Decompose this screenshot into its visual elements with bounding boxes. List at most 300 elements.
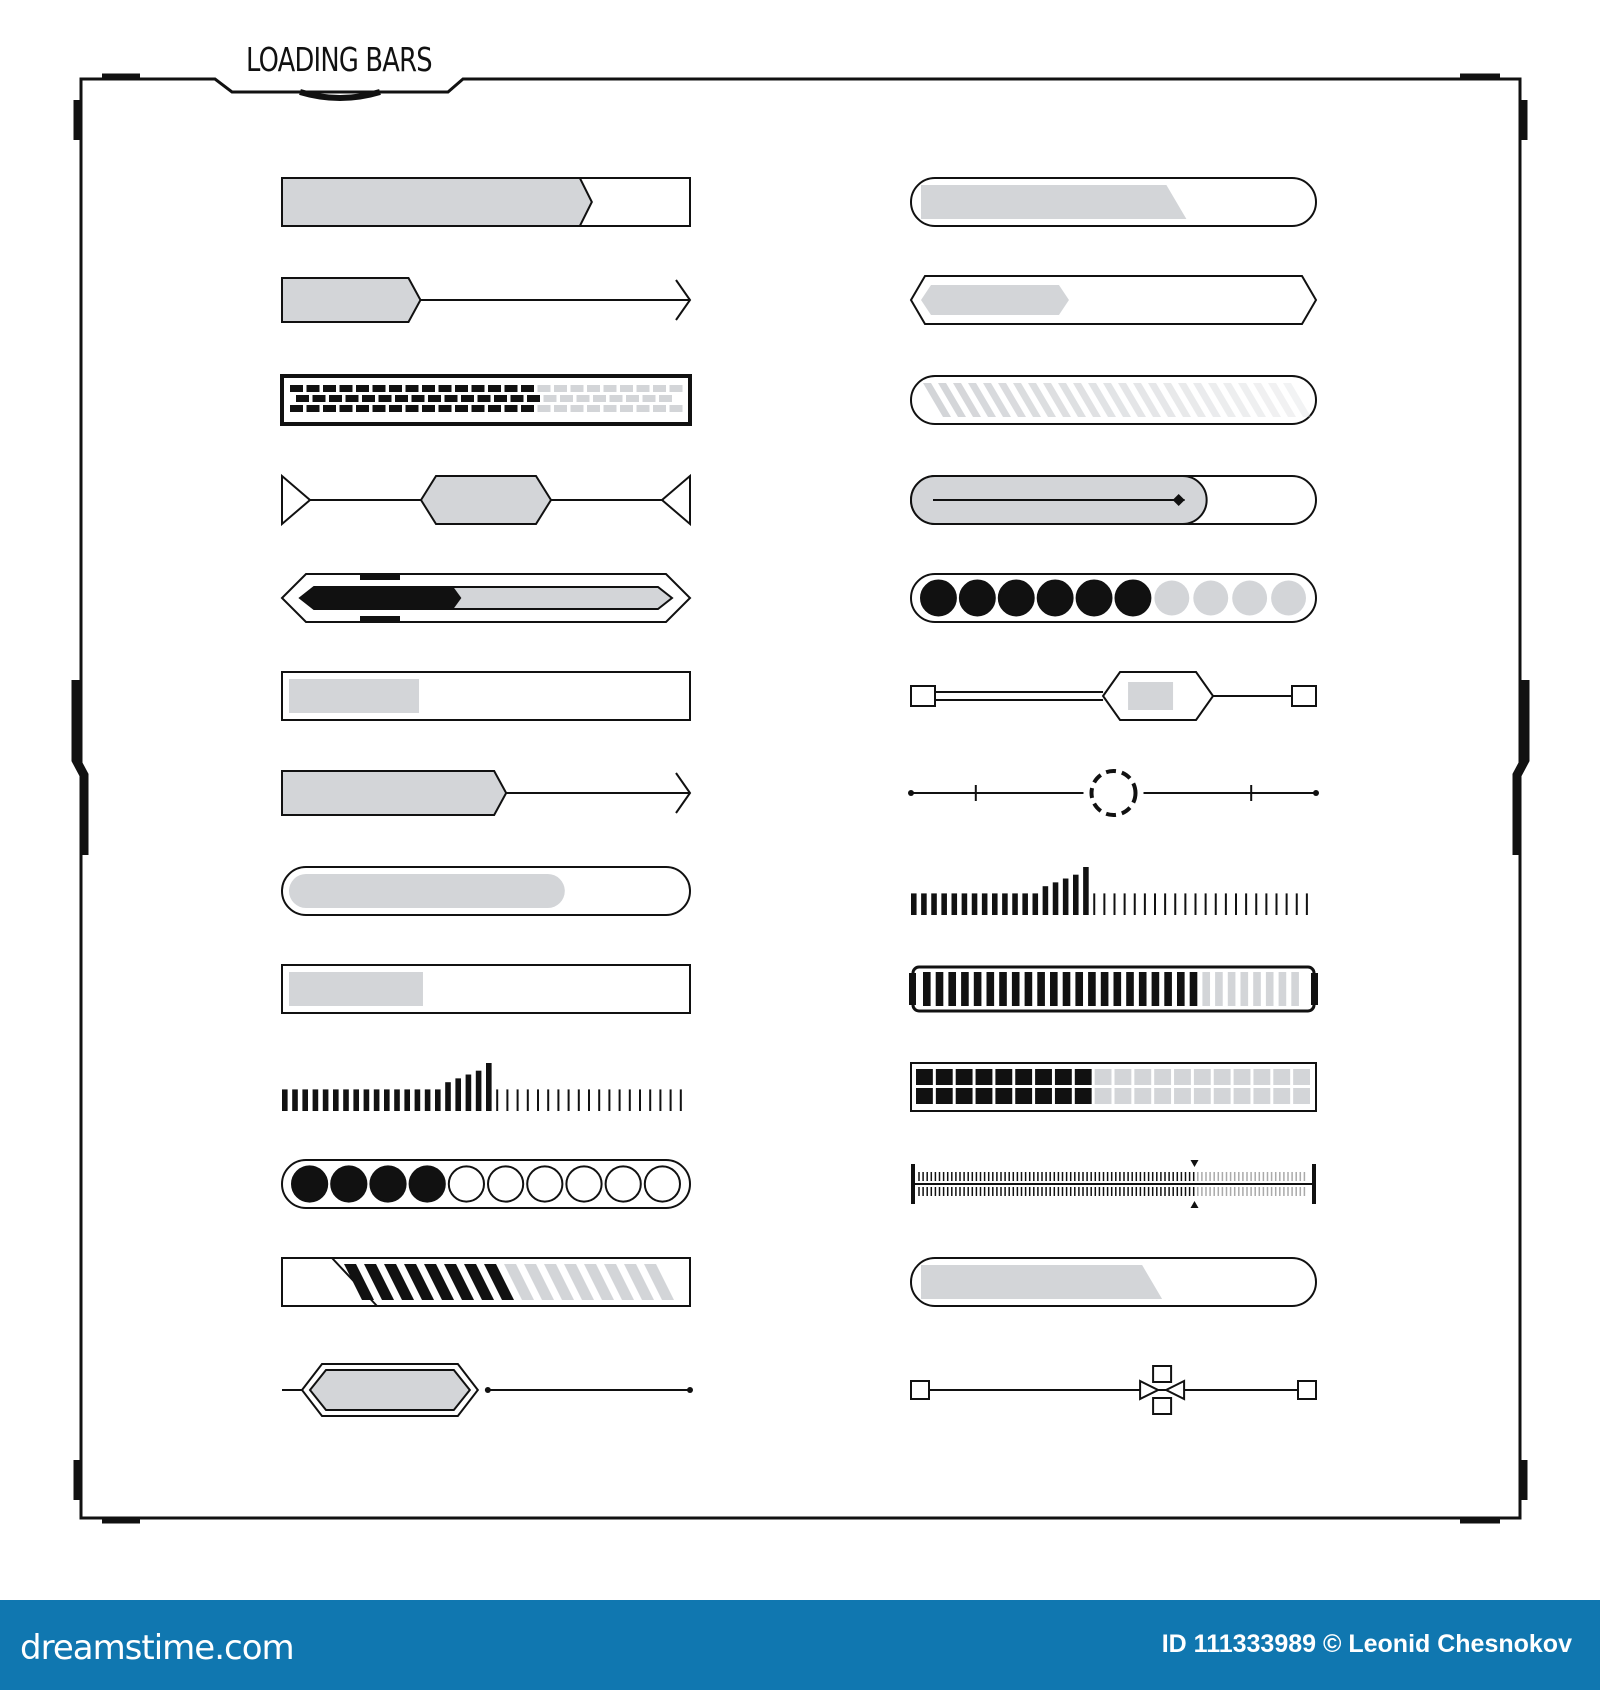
tick-filled — [1012, 893, 1018, 915]
bar-cell — [936, 1069, 953, 1085]
bar-segment — [948, 972, 956, 1006]
bar-segment — [670, 385, 683, 392]
bar-segment — [478, 395, 491, 402]
bar-segment — [637, 385, 650, 392]
bar-cell — [1273, 1069, 1290, 1085]
bar-segment — [1101, 972, 1109, 1006]
loading-bar-bars — [909, 967, 1318, 1011]
bar-segment — [1279, 972, 1287, 1006]
bar-segment — [620, 385, 633, 392]
bar-segment — [961, 972, 969, 1006]
tick-filled — [302, 1089, 308, 1111]
bar-segment — [1126, 972, 1134, 1006]
bar-segment — [1177, 972, 1185, 1006]
bar-segment — [472, 405, 485, 412]
tick-filled — [1063, 879, 1069, 915]
slider-knob — [421, 476, 551, 524]
bar-segment — [323, 385, 336, 392]
dot-filled — [1077, 581, 1112, 616]
node-dot — [687, 1387, 693, 1393]
loading-bar-hex-slider — [282, 476, 690, 524]
bar-cell — [1055, 1088, 1072, 1104]
tick-empty — [1124, 893, 1126, 915]
bar-segment — [923, 972, 931, 1006]
bar-segment — [373, 405, 386, 412]
dot-filled — [1038, 581, 1073, 616]
dot-empty — [449, 1166, 484, 1201]
bar-segment — [560, 395, 573, 402]
tick-filled — [1083, 867, 1089, 915]
bar-segment — [379, 395, 392, 402]
bar-segment — [1164, 972, 1172, 1006]
loading-bar-stripes — [282, 1258, 690, 1306]
footer-banner — [0, 1600, 1600, 1690]
track-end-cap — [662, 476, 690, 524]
bar-segment — [1037, 972, 1045, 1006]
tick-filled — [921, 893, 927, 915]
bar-segment — [1253, 972, 1261, 1006]
bar-segment — [1228, 972, 1236, 1006]
bar-cell — [1293, 1069, 1310, 1085]
image-credit: ID 111333989 © Leonid Chesnokov — [1161, 1630, 1572, 1658]
bar-segment — [1215, 972, 1223, 1006]
cross-knob-part — [1166, 1381, 1184, 1399]
tick-empty — [629, 1089, 631, 1111]
tick-empty — [1114, 893, 1116, 915]
bar-cell — [1194, 1088, 1211, 1104]
bar-cell — [1174, 1069, 1191, 1085]
bar-segment — [356, 405, 369, 412]
bar-segment — [1241, 972, 1249, 1006]
tick-filled — [476, 1071, 482, 1111]
bar-segment — [604, 385, 617, 392]
bar-segment — [1190, 972, 1198, 1006]
bar-segment — [987, 972, 995, 1006]
bar-cell — [995, 1088, 1012, 1104]
bar-cell — [1015, 1088, 1032, 1104]
tick-empty — [527, 1089, 529, 1111]
tick-empty — [557, 1089, 559, 1111]
dot-filled — [292, 1166, 327, 1201]
bar-segment — [406, 405, 419, 412]
bar-fill — [289, 874, 565, 908]
bar-segment — [488, 405, 501, 412]
node-dot — [908, 790, 914, 796]
tick-empty — [649, 1089, 651, 1111]
bar-accent — [360, 616, 400, 623]
bar-segment — [472, 385, 485, 392]
bar-segment — [329, 395, 342, 402]
bar-segment — [290, 405, 303, 412]
cross-knob-part — [1153, 1366, 1171, 1382]
bar-cell — [1075, 1088, 1092, 1104]
dot-empty — [1154, 581, 1189, 616]
bar-cell — [1293, 1088, 1310, 1104]
bar-segment — [428, 395, 441, 402]
bar-segment — [571, 405, 584, 412]
tick-filled — [1002, 893, 1008, 915]
bar-cell — [1174, 1088, 1191, 1104]
bar-cell — [1134, 1069, 1151, 1085]
bar-segment — [593, 395, 606, 402]
bar-segment — [307, 385, 320, 392]
bar-segment — [538, 385, 551, 392]
bar-cap — [1311, 973, 1318, 1005]
loading-bar-rect-fill — [282, 672, 690, 720]
bar-fill — [282, 278, 420, 322]
loading-bar-brick — [282, 376, 690, 424]
bar-segment — [1139, 972, 1147, 1006]
bar-cell — [1115, 1088, 1132, 1104]
bar-segment — [346, 395, 359, 402]
bar-segment — [653, 405, 666, 412]
bar-segment — [521, 385, 534, 392]
bar-cell — [936, 1088, 953, 1104]
bar-segment — [356, 385, 369, 392]
tick-empty — [496, 1089, 498, 1111]
loading-bar-hex-bar — [911, 276, 1316, 324]
tick-filled — [466, 1075, 472, 1111]
loading-bar-node-slider — [911, 672, 1316, 720]
bar-segment — [1291, 972, 1299, 1006]
loading-bar-dots-outline — [282, 1160, 690, 1208]
bar-segment — [313, 395, 326, 402]
bar-cell — [1234, 1069, 1251, 1085]
tick-filled — [353, 1089, 359, 1111]
tick-empty — [1154, 893, 1156, 915]
bar-segment — [389, 385, 402, 392]
bar-segment — [637, 405, 650, 412]
loading-bar-rect-fill — [282, 965, 690, 1013]
bar-segment — [1152, 972, 1160, 1006]
bar-segment — [488, 385, 501, 392]
bar-segment — [1025, 972, 1033, 1006]
loading-bar-dots-gray — [911, 574, 1316, 622]
tick-filled — [486, 1063, 492, 1111]
bar-segment — [395, 395, 408, 402]
bar-cell — [976, 1088, 993, 1104]
track-end-cap — [911, 686, 935, 706]
bar-segment — [422, 405, 435, 412]
bar-segment — [362, 395, 375, 402]
loading-bar-hex-node — [282, 1364, 693, 1416]
progress-marker-icon — [1191, 1201, 1199, 1208]
node-dot — [1313, 790, 1319, 796]
tick-empty — [537, 1089, 539, 1111]
bar-fill — [921, 285, 1069, 315]
dot-empty — [606, 1166, 641, 1201]
bar-segment — [340, 385, 353, 392]
tick-filled — [374, 1089, 380, 1111]
tick-filled — [313, 1089, 319, 1111]
bar-cell — [1214, 1069, 1231, 1085]
bar-fill — [921, 185, 1186, 219]
tick-filled — [1053, 882, 1059, 915]
bar-segment — [999, 972, 1007, 1006]
tick-empty — [1134, 893, 1136, 915]
bar-cell — [956, 1069, 973, 1085]
bar-fill — [310, 1370, 470, 1410]
tick-empty — [1164, 893, 1166, 915]
bar-cell — [1015, 1069, 1032, 1085]
bar-segment — [587, 405, 600, 412]
bar-cell — [995, 1069, 1012, 1085]
track-end-cap — [911, 1381, 929, 1399]
bar-segment — [439, 405, 452, 412]
tick-empty — [1306, 893, 1308, 915]
loading-bar-pill-slant — [911, 178, 1316, 226]
tick-filled — [931, 893, 937, 915]
bar-segment — [670, 405, 683, 412]
dot-empty — [645, 1166, 680, 1201]
bar-segment — [455, 385, 468, 392]
tick-empty — [1195, 893, 1197, 915]
tick-filled — [962, 893, 968, 915]
bar-segment — [439, 385, 452, 392]
bar-cell — [916, 1069, 933, 1085]
loading-bar-chevron-bar — [282, 573, 690, 623]
bar-segment — [527, 395, 540, 402]
tick-filled — [384, 1089, 390, 1111]
bar-segment — [1202, 972, 1210, 1006]
bar-segment — [936, 972, 944, 1006]
bar-cell — [1035, 1069, 1052, 1085]
dot-empty — [488, 1166, 523, 1201]
bar-segment — [455, 405, 468, 412]
bar-segment — [653, 385, 666, 392]
tick-filled — [445, 1082, 451, 1111]
bar-segment — [505, 405, 518, 412]
bar-cell — [1095, 1088, 1112, 1104]
bar-segment — [406, 385, 419, 392]
dot-filled — [921, 581, 956, 616]
bar-segment — [412, 395, 425, 402]
bar-cell — [916, 1088, 933, 1104]
tick-filled — [952, 893, 958, 915]
dot-empty — [1193, 581, 1228, 616]
dot-filled — [370, 1166, 405, 1201]
tick-filled — [425, 1089, 431, 1111]
tick-filled — [982, 893, 988, 915]
cross-knob-part — [1140, 1381, 1158, 1399]
tick-empty — [1265, 893, 1267, 915]
bar-fill — [921, 1265, 1162, 1299]
bar-segment — [604, 405, 617, 412]
tick-filled — [292, 1089, 298, 1111]
bar-segment — [389, 405, 402, 412]
bar-segment — [505, 385, 518, 392]
tick-empty — [659, 1089, 661, 1111]
bar-cell — [1234, 1088, 1251, 1104]
tick-empty — [1144, 893, 1146, 915]
tick-empty — [1276, 893, 1278, 915]
loading-circle-icon — [1092, 771, 1136, 815]
loading-bar-ruler — [911, 1160, 1316, 1208]
bar-cell — [1055, 1069, 1072, 1085]
bar-segment — [620, 405, 633, 412]
node-dot — [485, 1387, 491, 1393]
bar-segment — [659, 395, 672, 402]
cross-knob-part — [1153, 1398, 1171, 1414]
progress-marker-icon — [1191, 1160, 1199, 1167]
dot-empty — [1271, 581, 1306, 616]
tick-filled — [455, 1078, 461, 1111]
bar-segment — [571, 385, 584, 392]
tick-empty — [1174, 893, 1176, 915]
tick-empty — [517, 1089, 519, 1111]
bar-segment — [538, 405, 551, 412]
bar-segment — [323, 405, 336, 412]
bar-segment — [290, 385, 303, 392]
track-end-cap — [1298, 1381, 1316, 1399]
bar-segment — [296, 395, 309, 402]
tick-filled — [972, 893, 978, 915]
bar-cell — [1273, 1088, 1290, 1104]
dot-empty — [527, 1166, 562, 1201]
bar-segment — [1266, 972, 1274, 1006]
bar-segment — [511, 395, 524, 402]
tick-filled — [992, 893, 998, 915]
tick-empty — [1215, 893, 1217, 915]
tick-empty — [506, 1089, 508, 1111]
track-end-cap — [1292, 686, 1316, 706]
bar-cell — [1154, 1069, 1171, 1085]
bar-segment — [461, 395, 474, 402]
bar-segment — [544, 395, 557, 402]
bar-cell — [1134, 1088, 1151, 1104]
dot-empty — [566, 1166, 601, 1201]
bar-cell — [1095, 1069, 1112, 1085]
loading-bar-rect-arrow — [282, 178, 690, 226]
loading-bar-circle-slider — [908, 771, 1319, 815]
tick-empty — [1245, 893, 1247, 915]
dot-filled — [1116, 581, 1151, 616]
tick-empty — [598, 1089, 600, 1111]
bar-segment — [1075, 972, 1083, 1006]
dot-filled — [331, 1166, 366, 1201]
bar-segment — [610, 395, 623, 402]
tick-empty — [619, 1089, 621, 1111]
bar-cap — [909, 973, 916, 1005]
loading-bar-pill — [282, 867, 690, 915]
tick-filled — [435, 1089, 441, 1111]
bar-cell — [1035, 1088, 1052, 1104]
loading-bar-pill-stripes — [911, 376, 1316, 424]
tick-filled — [323, 1089, 329, 1111]
bar-cell — [956, 1088, 973, 1104]
dot-filled — [999, 581, 1034, 616]
bar-cell — [1115, 1069, 1132, 1085]
bar-segment — [1114, 972, 1122, 1006]
bar-cell — [1253, 1069, 1270, 1085]
loading-bar-pill-knob — [911, 476, 1316, 524]
bar-segment — [1088, 972, 1096, 1006]
loading-bar-cross-slider — [911, 1366, 1316, 1414]
loading-bar-ticks — [282, 1063, 682, 1111]
dot-empty — [1232, 581, 1267, 616]
tick-empty — [670, 1089, 672, 1111]
tick-empty — [1225, 893, 1227, 915]
bar-segment — [1050, 972, 1058, 1006]
tick-filled — [1033, 893, 1039, 915]
tick-empty — [680, 1089, 682, 1111]
tick-empty — [568, 1089, 570, 1111]
bar-cell — [1154, 1088, 1171, 1104]
tick-empty — [588, 1089, 590, 1111]
tick-empty — [1235, 893, 1237, 915]
bar-fill — [300, 587, 461, 609]
loading-bar-box-line-arrow — [282, 771, 690, 815]
tick-filled — [343, 1089, 349, 1111]
bar-segment — [340, 405, 353, 412]
tick-empty — [1296, 893, 1298, 915]
bar-fill — [282, 178, 592, 226]
bar-segment — [577, 395, 590, 402]
bar-segment — [373, 385, 386, 392]
bar-segment — [307, 405, 320, 412]
tick-filled — [1022, 893, 1028, 915]
loading-bar-pill-slant — [911, 1258, 1316, 1306]
tick-empty — [578, 1089, 580, 1111]
tick-filled — [1043, 886, 1049, 915]
bar-segment — [554, 385, 567, 392]
tick-empty — [1255, 893, 1257, 915]
bar-fill — [289, 972, 423, 1006]
bar-segment — [521, 405, 534, 412]
dot-filled — [960, 581, 995, 616]
tick-empty — [1286, 893, 1288, 915]
bar-segment — [1012, 972, 1020, 1006]
bar-segment — [587, 385, 600, 392]
bar-segment — [422, 385, 435, 392]
tick-empty — [639, 1089, 641, 1111]
bar-fill — [282, 771, 506, 815]
dot-filled — [410, 1166, 445, 1201]
loading-bar-cells — [911, 1063, 1316, 1111]
tick-filled — [941, 893, 947, 915]
tick-empty — [547, 1089, 549, 1111]
dreamstime-logo[interactable]: dreamstime.com — [20, 1628, 294, 1668]
tick-filled — [333, 1089, 339, 1111]
bar-cell — [1075, 1069, 1092, 1085]
bar-cell — [1214, 1088, 1231, 1104]
tick-empty — [1184, 893, 1186, 915]
bar-accent — [360, 573, 400, 580]
tick-filled — [1073, 875, 1079, 915]
knob-fill — [1128, 682, 1173, 710]
tick-empty — [1093, 893, 1095, 915]
loading-bar-ticks — [911, 867, 1308, 915]
tick-filled — [364, 1089, 370, 1111]
bar-segment — [643, 395, 656, 402]
bar-cell — [976, 1069, 993, 1085]
tick-filled — [394, 1089, 400, 1111]
track-end-cap — [282, 476, 310, 524]
tick-filled — [415, 1089, 421, 1111]
tick-empty — [1205, 893, 1207, 915]
tick-empty — [1103, 893, 1105, 915]
tick-filled — [282, 1089, 288, 1111]
bar-segment — [494, 395, 507, 402]
bar-segment — [554, 405, 567, 412]
bar-segment — [626, 395, 639, 402]
loading-bar-box-line-arrow — [282, 278, 690, 322]
tick-filled — [404, 1089, 410, 1111]
page-title: LOADING BARS — [246, 40, 432, 79]
bar-cell — [1253, 1088, 1270, 1104]
bar-segment — [1063, 972, 1071, 1006]
tick-empty — [608, 1089, 610, 1111]
